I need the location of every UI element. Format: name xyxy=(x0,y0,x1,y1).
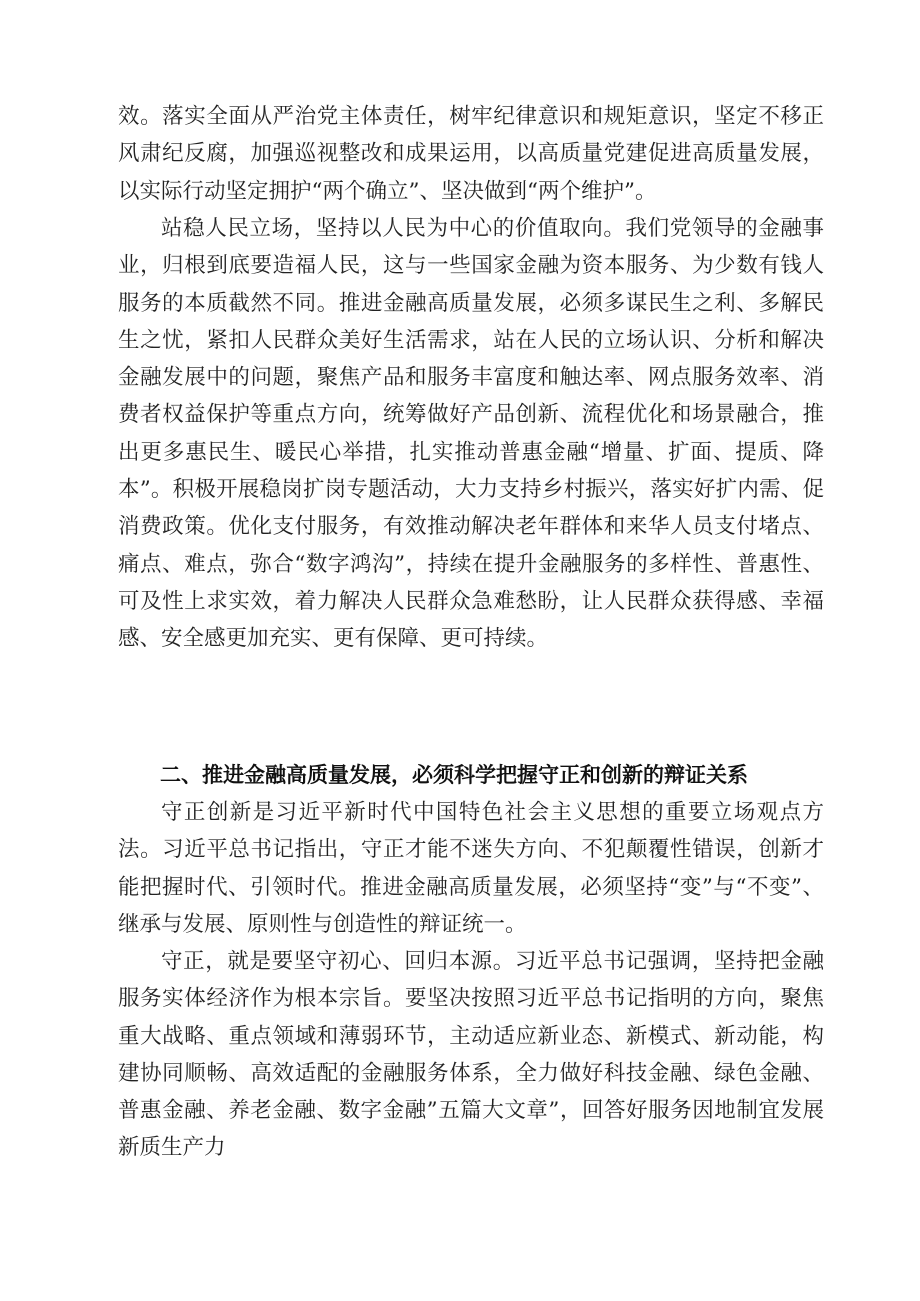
paragraph-keep-right: 守正，就是要坚守初心、回归本源。习近平总书记强调，坚持把金融服务实体经济作为根本宗旨。要坚决按照习近平总书记指明的方向，聚焦重大战略、重点领域和薄弱环节，主动适应新业态、新模式、新动能，构建协同顺畅、高效适配的金融服务体系，全力做好科技金融、绿色金融、普惠金融、养老金融、数字金融”五篇大文章”，回答好服务因地制宜发展新质生产力 xyxy=(118,949,824,1161)
paragraph-continuation: 效。落实全面从严治党主体责任，树牢纪律意识和规矩意识，坚定不移正风肃纪反腐，加强巡视整改和成果运用，以高质量党建促进高质量发展，以实际行动坚定拥护“两个确立”、坚决做到“两个维护”。 xyxy=(118,104,824,204)
paragraph-innovation: 守正创新是习近平新时代中国特色社会主义思想的重要立场观点方法。习近平总书记指出，守正才能不迷失方向、不犯颠覆性错误，创新才能把握时代、引领时代。推进金融高质量发展，必须坚持“变”与“不变”、继承与发展、原则性与创造性的辩证统一。 xyxy=(118,800,824,937)
paragraph-people-stance: 站稳人民立场，坚持以人民为中心的价值取向。我们党领导的金融事业，归根到底要造福人民，这与一些国家金融为资本服务、为少数有钱人服务的本质截然不同。推进金融高质量发展，必须多谋民生之利、多解民生之忧，紧扣人民群众美好生活需求，站在人民的立场认识、分析和解决金融发展中的问题，聚焦产品和服务丰富度和触达率、网点服务效率、消费者权益保护等重点方向，统筹做好产品创新、流程优化和场景融合，推出更多惠民生、暖民心举措，扎实推动普惠金融“增量、扩面、提质、降本”。积极开展稳岗扩岗专题活动，大力支持乡村振兴，落实好扩内需、促消费政策。优化支付服务，有效推动解决老年群体和来华人员支付堵点、痛点、难点，弥合“数字鸿沟”，持续在提升金融服务的多样性、普惠性、可及性上求实效，着力解决人民群众急难愁盼，让人民群众获得感、幸福感、安全感更加充实、更有保障、更可持续。 xyxy=(118,216,824,652)
section-heading: 二、推进金融高质量发展，必须科学把握守正和创新的辩证关系 xyxy=(160,763,748,787)
